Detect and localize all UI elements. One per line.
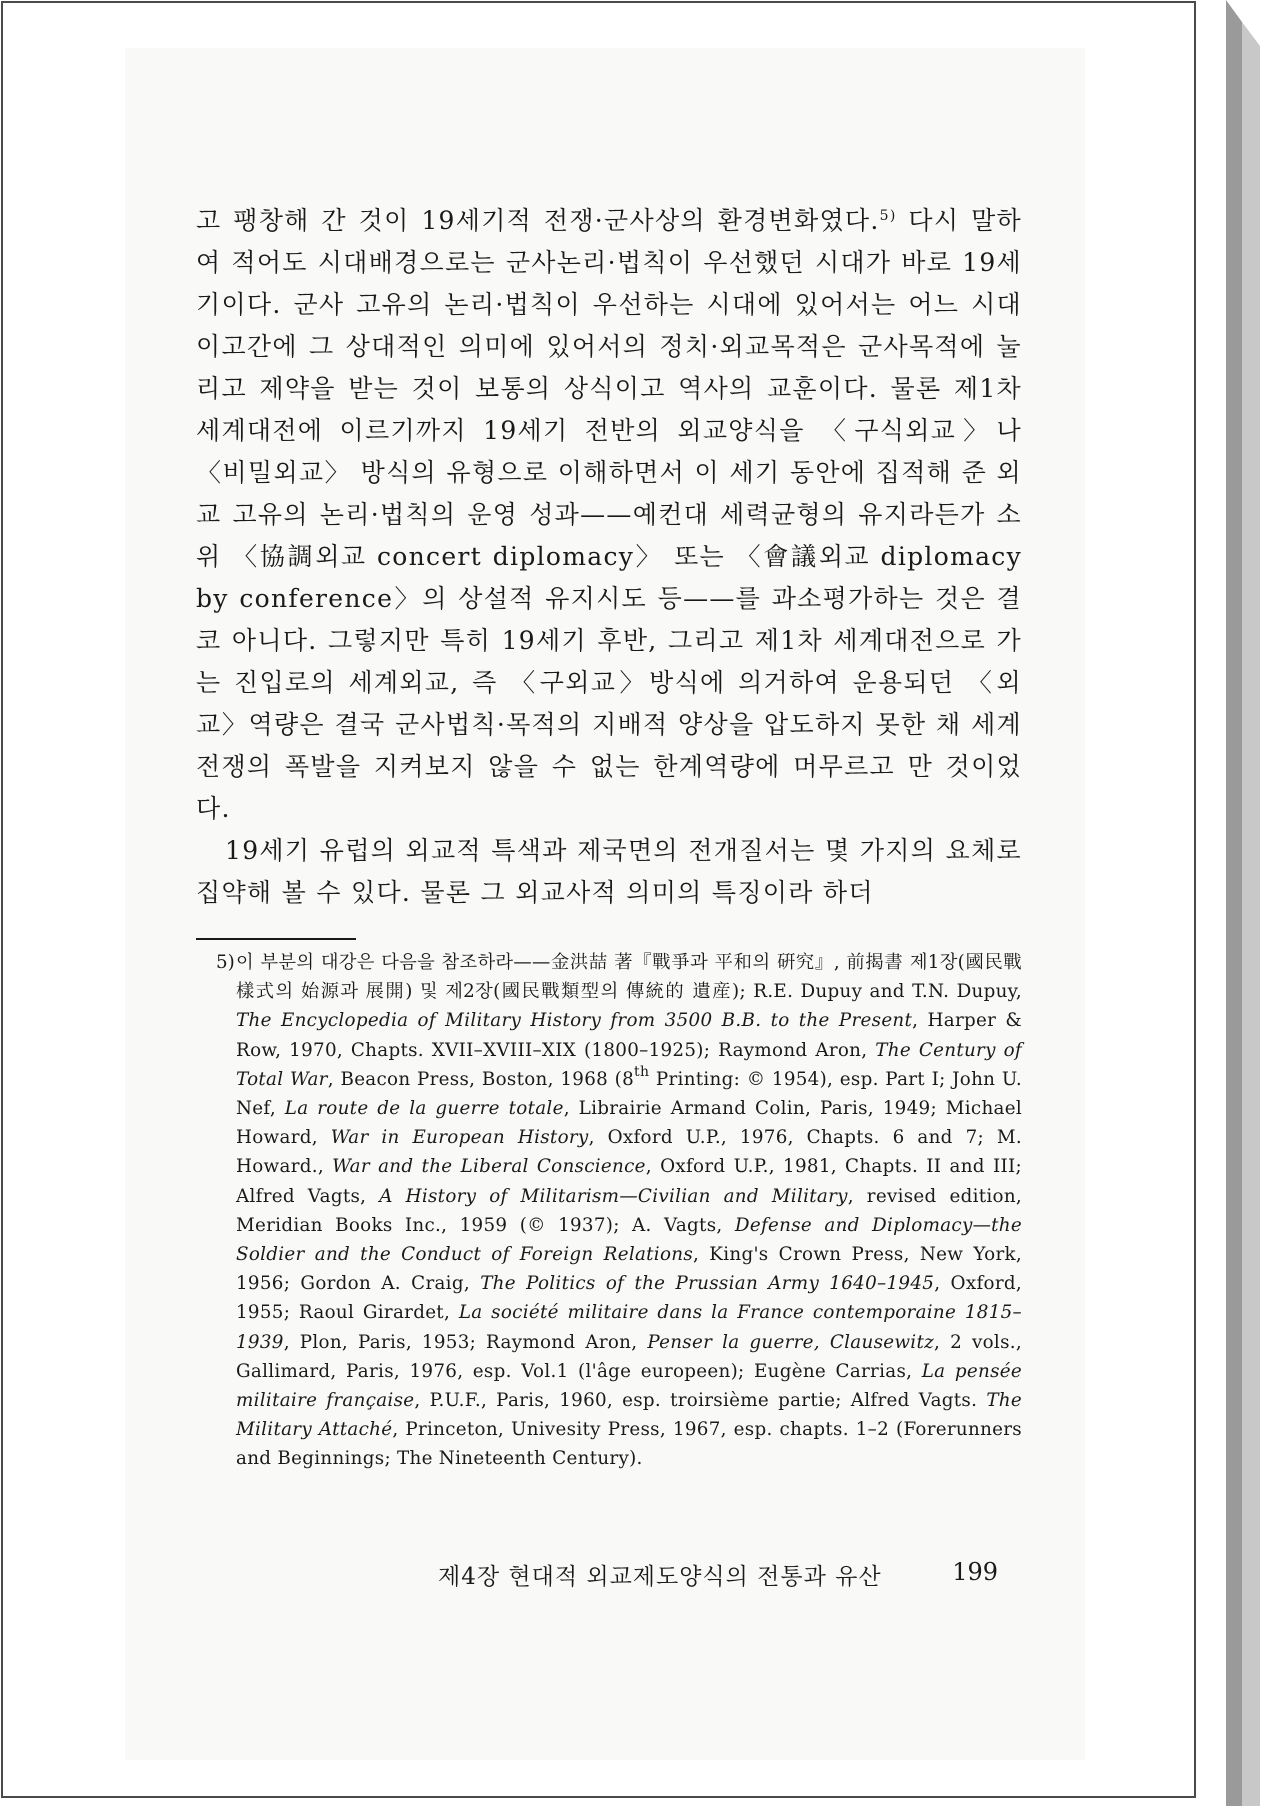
fn-title: A History of Militarism—Civilian and Military (379, 1185, 848, 1207)
fn-title: Penser la guerre, Clausewitz (647, 1331, 935, 1353)
fn-text: 이 부분의 대강은 다음을 참조하라——金洪喆 著『戰爭과 平和의 硏究』, 前揭書 제1장(國民戰樣式의 始源과 展開) 및 제2장(國民戰類型의 傳統的 遺産); R.E. Dupuy and T.N. Dupuy, (236, 952, 1022, 1003)
fn-title: War and the Liberal Conscience (332, 1156, 646, 1178)
fn-text: , Librairie Armand Colin, Paris, 1949; Michael Howard, (236, 1098, 1022, 1149)
footnote-number: 5) (216, 952, 235, 973)
footnote-divider (196, 938, 356, 940)
footnote-5 (198, 948, 1022, 1474)
fn-title: La pensée militaire française (236, 1360, 1022, 1412)
fn-text: , Beacon Press, Boston, 1968 (8 (327, 1068, 635, 1090)
footnote-ref-5: 5) (879, 208, 897, 224)
fn-text: , Princeton, Univesity Press, 1967, esp. chapts. 1–2 (Forerunners and Beginnings; The Nineteenth Century). (236, 1419, 1022, 1470)
paragraph-1-text-b: 다시 말하여 적어도 시대배경으로는 군사논리·법칙이 우선했던 시대가 바로 19세기이다. 군사 고유의 논리·법칙이 우선하는 시대에 있어서는 어느 시대이고간에 그 상대적인 의미에 있어서의 정치·외교목적은 군사목적에 눌리고 제약을 받는 것이 보통의 상식이고 역사의 교훈이다. 물론 제1차 세계대전에 이르기까지 19세기 전반의 외교양식을 〈구식외교〉나 〈비밀외교〉 방식의 유형으로 이해하면서 이 세기 동안에 집적해 준 외교 고유의 논리·법칙의 운영 성과——예컨대 세력균형의 유지라든가 소위 〈協調외교 concert diplomacy〉 또는 〈會議외교 diplomacy by conference〉의 상설적 유지시도 등——를 과소평가하는 것은 결코 아니다. 그렇지만 특히 19세기 후반, 그리고 제1차 세계대전으로 가는 진입로의 세계외교, 즉 〈구외교〉방식에 의거하여 운용되던 〈외교〉역량은 결국 군사법칙·목적의 지배적 양상을 압도하지 못한 채 세계전쟁의 폭발을 지켜보지 않을 수 없는 한계역량에 머무르고 만 것이었다. (196, 206, 1022, 823)
fn-title: The Politics of the Prussian Army 1640–1945 (480, 1273, 935, 1295)
fn-text: , revised edition, Meridian Books Inc., 1959 (© 1937); A. Vagts, (236, 1185, 1023, 1236)
paragraph-1 (196, 200, 1022, 830)
fn-text: , Oxford U.P., 1981, Chapts. II and III; Alfred Vagts, (236, 1156, 1022, 1207)
fn-title: The Century of Total War (236, 1039, 1022, 1090)
footnote-body (236, 948, 1022, 1474)
fn-text: , 2 vols., Gallimard, Paris, 1976, esp. Vol.1 (l'âge europeen); Eugène Carrias, (236, 1331, 1022, 1382)
fn-text: , P.U.F., Paris, 1960, esp. troirsième partie; Alfred Vagts. (414, 1390, 987, 1412)
fn-text: , Oxford, 1955; Raoul Girardet, (236, 1273, 1022, 1324)
paragraph-2: 19세기 유럽의 외교적 특색과 제국면의 전개질서는 몇 가지의 요체로 집약해 볼 수 있다. 물론 그 외교사적 의미의 특징이라 하더 (196, 836, 1022, 907)
fn-title: War in European History (330, 1127, 589, 1149)
fn-text: Printing: © 1954), esp. Part I; John U. Nef, (236, 1068, 1022, 1120)
fn-title: The Encyclopedia of Military History from 3500 B.B. to the Present (236, 1010, 913, 1032)
fn-text: , King's Crown Press, New York, 1956; Gordon A. Craig, (236, 1244, 1022, 1295)
fn-text: , Harper & Row, 1970, Chapts. XVII–XVIII–XIX (1800–1925); Raymond Aron, (236, 1010, 1022, 1061)
page-number: 199 (952, 1558, 998, 1586)
fn-title: Defense and Diplomacy—the Soldier and the Conduct of Foreign Relations (236, 1214, 1022, 1266)
page-edge-shadow (1198, 0, 1268, 1806)
body-text (196, 200, 1022, 914)
paragraph-1-text-a: 고 팽창해 간 것이 19세기적 전쟁·군사상의 환경변화였다. (196, 206, 880, 235)
chapter-title: 제4장 현대적 외교제도양식의 전통과 유산 (438, 1564, 882, 1590)
fn-title: La société militaire dans la France contemporaine 1815–1939 (236, 1302, 1023, 1353)
fn-text: , Plon, Paris, 1953; Raymond Aron, (283, 1331, 648, 1353)
fn-title: La route de la guerre totale (284, 1098, 564, 1120)
running-footer (438, 1558, 998, 1591)
fn-title: The Military Attaché (236, 1390, 1022, 1441)
fn-superscript: th (634, 1063, 650, 1080)
fn-text: , Oxford U.P., 1976, Chapts. 6 and 7; M. Howard., (236, 1127, 1022, 1178)
